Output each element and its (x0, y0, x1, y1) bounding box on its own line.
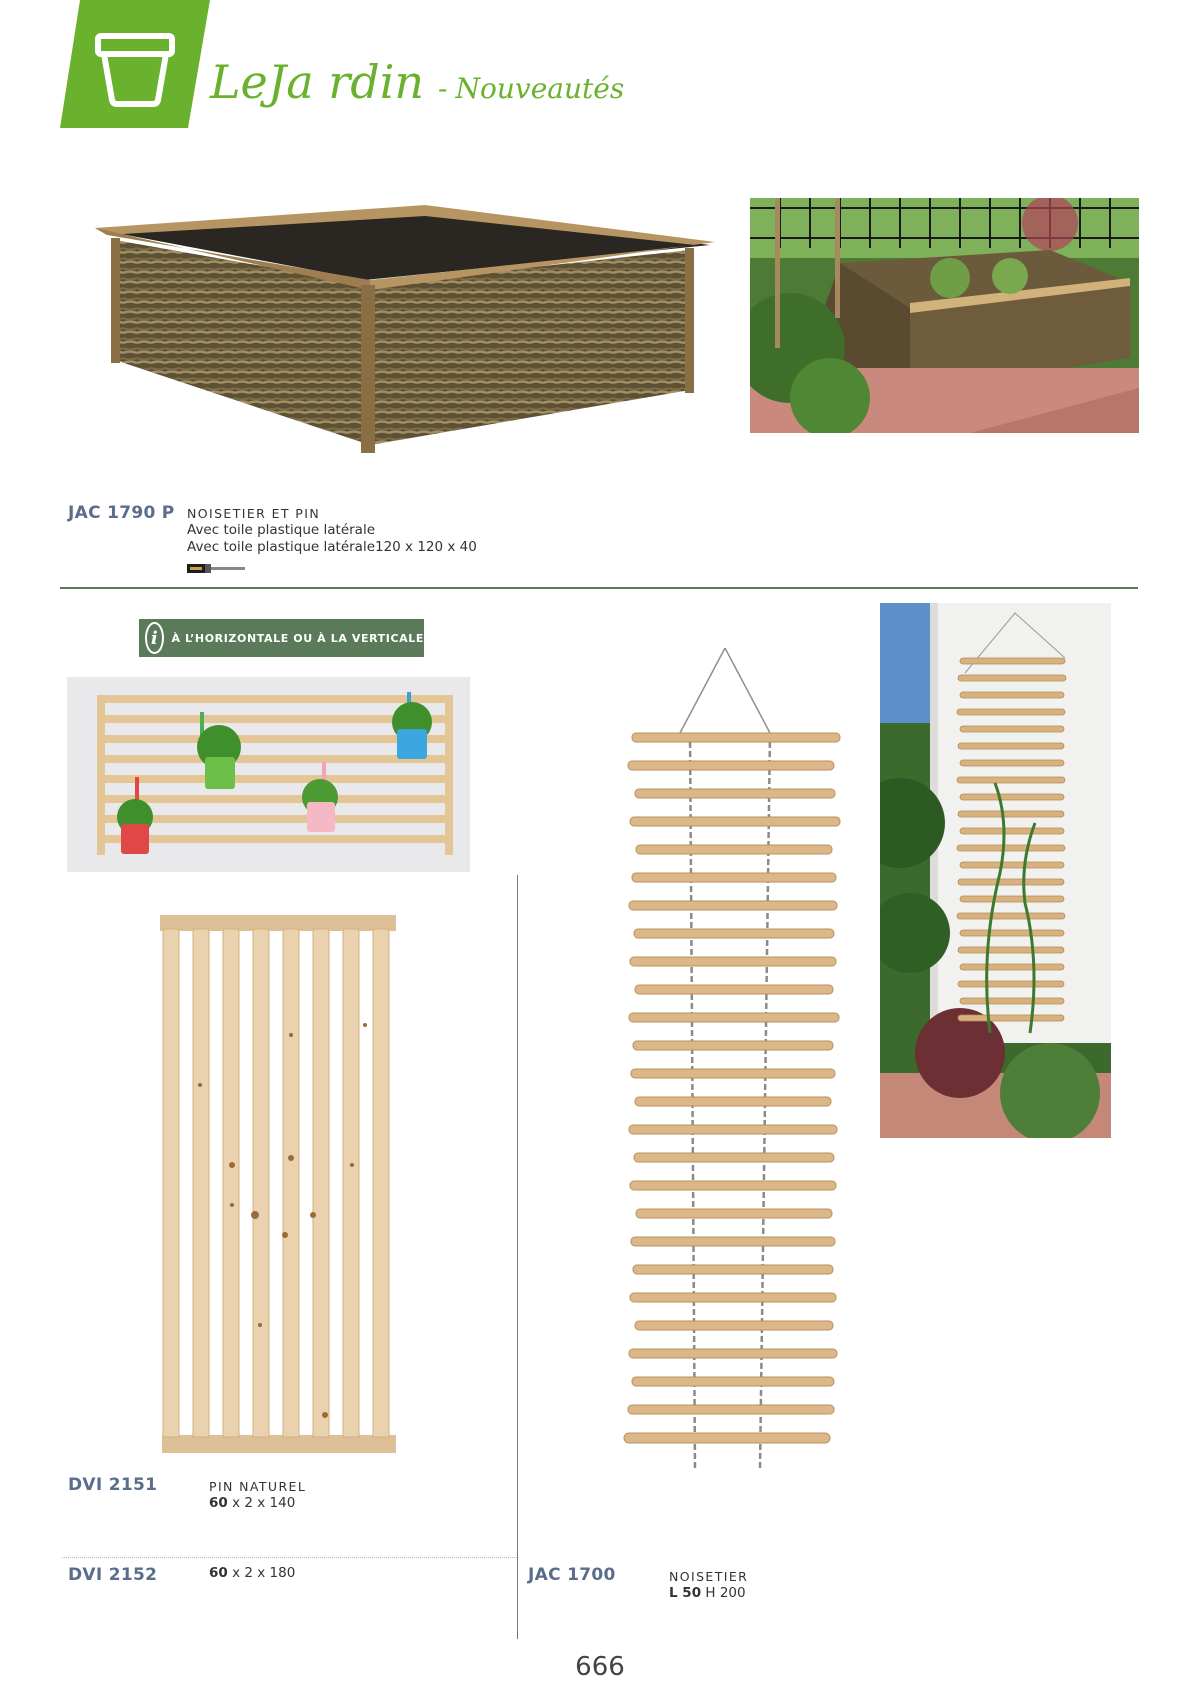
product-material-dvi2151: PIN NATUREL (209, 1479, 307, 1494)
dotted-separator (62, 1557, 517, 1558)
product-code-dvi2151: DVI 2151 (68, 1475, 158, 1495)
product-desc-line1: Avec toile plastique latérale (187, 522, 375, 538)
pine-trellis-photo (160, 915, 396, 1455)
info-badge-text: À L’HORIZONTALE OU À LA VERTICALE (171, 631, 424, 645)
raised-bed-garden-photo (750, 198, 1139, 433)
product-desc-line2: Avec toile plastique latérale120 x 120 x 40 (187, 539, 477, 555)
orientation-info-badge (139, 619, 424, 657)
page-title (210, 55, 624, 109)
dim-width-dvi2151: 60 (209, 1495, 228, 1511)
dim-length-jac1700: L 50 (669, 1585, 702, 1601)
section-divider (60, 587, 1138, 589)
info-icon: i (145, 622, 164, 654)
product-dimensions-dvi2152 (209, 1565, 295, 1581)
product-code-jac1790p: JAC 1790 P (68, 503, 175, 523)
dim-rest-dvi2152: x 2 x 180 (227, 1565, 296, 1581)
flower-pot-icon (60, 0, 210, 128)
product-dimensions-dvi2151 (209, 1495, 295, 1511)
dim-rest-jac1700: H 200 (701, 1585, 746, 1601)
raised-bed-photo (95, 200, 715, 455)
dim-rest-dvi2151: x 2 x 140 (227, 1495, 296, 1511)
title-sub: Nouveautés (455, 72, 625, 105)
ladder-on-wall-photo (880, 603, 1111, 1138)
dim-width-dvi2152: 60 (209, 1565, 228, 1581)
hazel-ladder-photo (620, 648, 845, 1478)
product-code-dvi2152: DVI 2152 (68, 1565, 158, 1585)
swatch-icon (187, 560, 245, 569)
product-material-jac1700: NOISETIER (669, 1569, 749, 1584)
header-badge (60, 0, 210, 128)
column-divider (517, 875, 518, 1639)
wall-trellis-pots-photo (67, 677, 470, 872)
title-main: LeJa rdin (210, 55, 425, 109)
product-code-jac1700: JAC 1700 (528, 1565, 616, 1585)
product-material-jac1790p: NOISETIER ET PIN (187, 506, 321, 521)
product-dimensions-jac1700 (669, 1585, 746, 1601)
page-number: 666 (575, 1652, 625, 1682)
title-separator: - (438, 72, 448, 105)
